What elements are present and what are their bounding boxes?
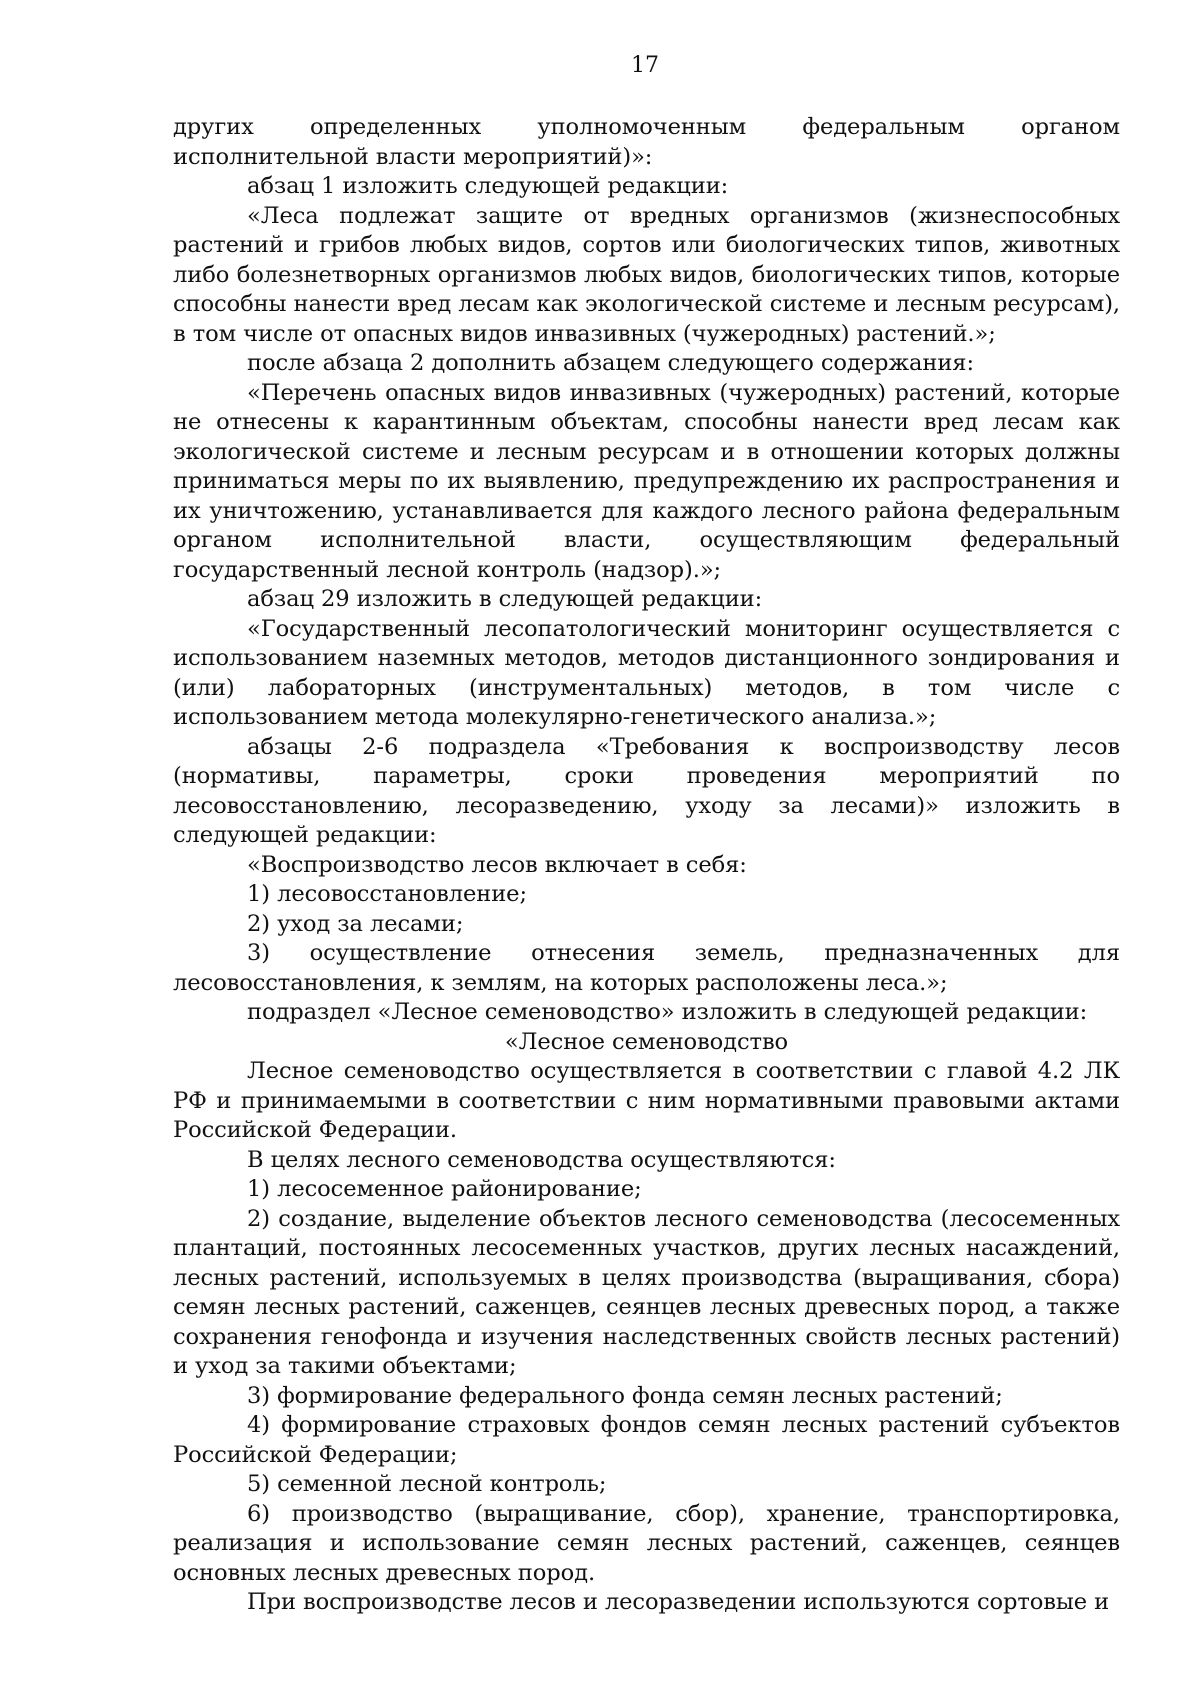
paragraph: после абзаца 2 дополнить абзацем следующего содержания: bbox=[247, 350, 974, 376]
paragraph: 3) формирование федерального фонда семян лесных растений; bbox=[247, 1382, 1003, 1409]
document-body bbox=[173, 113, 1120, 1618]
paragraph: «Леса подлежат защите от вредных организмов (жизнеспособных растений и грибов любых видов, сортов или биологических типов, животных либо болезнетворных организмов любых видов, биологических типов, которые способны нанести вред лесам как экологической системе и лесным ресурсам), в том числе от опасных видов инвазивных (чужеродных) растений.»; bbox=[173, 202, 1120, 347]
paragraph: абзац 29 изложить в следующей редакции: bbox=[247, 586, 763, 612]
paragraph: 4) формирование страховых фондов семян лесных растений субъектов Российской Федерации; bbox=[173, 1412, 1120, 1468]
section-heading: «Лесное семеноводство bbox=[504, 1028, 789, 1055]
paragraph: 1) лесосеменное районирование; bbox=[247, 1176, 642, 1202]
paragraph: абзац 1 изложить следующей редакции: bbox=[247, 173, 729, 199]
paragraph: В целях лесного семеноводства осуществляются: bbox=[247, 1146, 836, 1173]
paragraph: подраздел «Лесное семеноводство» изложить в следующей редакции: bbox=[247, 999, 1088, 1025]
paragraph: 2) уход за лесами; bbox=[247, 910, 464, 937]
paragraph: При воспроизводстве лесов и лесоразведении используются сортовые и bbox=[247, 1589, 1110, 1615]
paragraph: Лесное семеноводство осуществляется в соответствии с главой 4.2 ЛК РФ и принимаемыми в соответствии с ним нормативными правовыми актами Российской Федерации. bbox=[173, 1058, 1120, 1143]
page-number: 17 bbox=[631, 53, 659, 78]
paragraph: 6) производство (выращивание, сбор), хранение, транспортировка, реализация и использование семян лесных растений, саженцев, сеянцев основных лесных древесных пород. bbox=[173, 1500, 1120, 1586]
paragraph: абзацы 2-6 подраздела «Требования к воспроизводству лесов (нормативы, параметры, сроки проведения мероприятий по лесовосстановлению, лесоразведению, уходу за лесами)» изложить в следующей редакции: bbox=[173, 733, 1120, 848]
paragraph: «Перечень опасных видов инвазивных (чужеродных) растений, которые не отнесены к карантинным объектам, способны нанести вред лесам как экологической системе и лесным ресурсам и в отношении которых должны приниматься меры по их выявлению, предупреждению их распространения и их уничтожению, устанавливается для каждого лесного района федеральным органом исполнительной власти, осуществляющим федеральный государственный лесной контроль (надзор).»; bbox=[173, 379, 1120, 583]
paragraph: «Государственный лесопатологический мониторинг осуществляется с использованием наземных методов, методов дистанционного зондирования и (или) лабораторных (инструментальных) методов, в том числе с использованием метода молекулярно-генетического анализа.»; bbox=[173, 615, 1120, 730]
paragraph: 2) создание, выделение объектов лесного семеноводства (лесосеменных плантаций, постоянных лесосеменных участков, других лесных насаждений, лесных растений, используемых в целях производства (выращивания, сбора) семян лесных растений, саженцев, сеянцев лесных древесных пород, а также сохранения генофонда и изучения наследственных свойств лесных растений) и уход за такими объектами; bbox=[173, 1205, 1120, 1379]
paragraph: 3) осуществление отнесения земель, предназначенных для лесовосстановления, к землям, на которых расположены леса.»; bbox=[173, 940, 1120, 996]
paragraph: 1) лесовосстановление; bbox=[247, 881, 527, 907]
paragraph: 5) семенной лесной контроль; bbox=[247, 1471, 607, 1497]
paragraph: других определенных уполномоченным федеральным органом исполнительной власти мероприятий)»: bbox=[173, 114, 1120, 170]
paragraph: «Воспроизводство лесов включает в себя: bbox=[247, 851, 747, 878]
